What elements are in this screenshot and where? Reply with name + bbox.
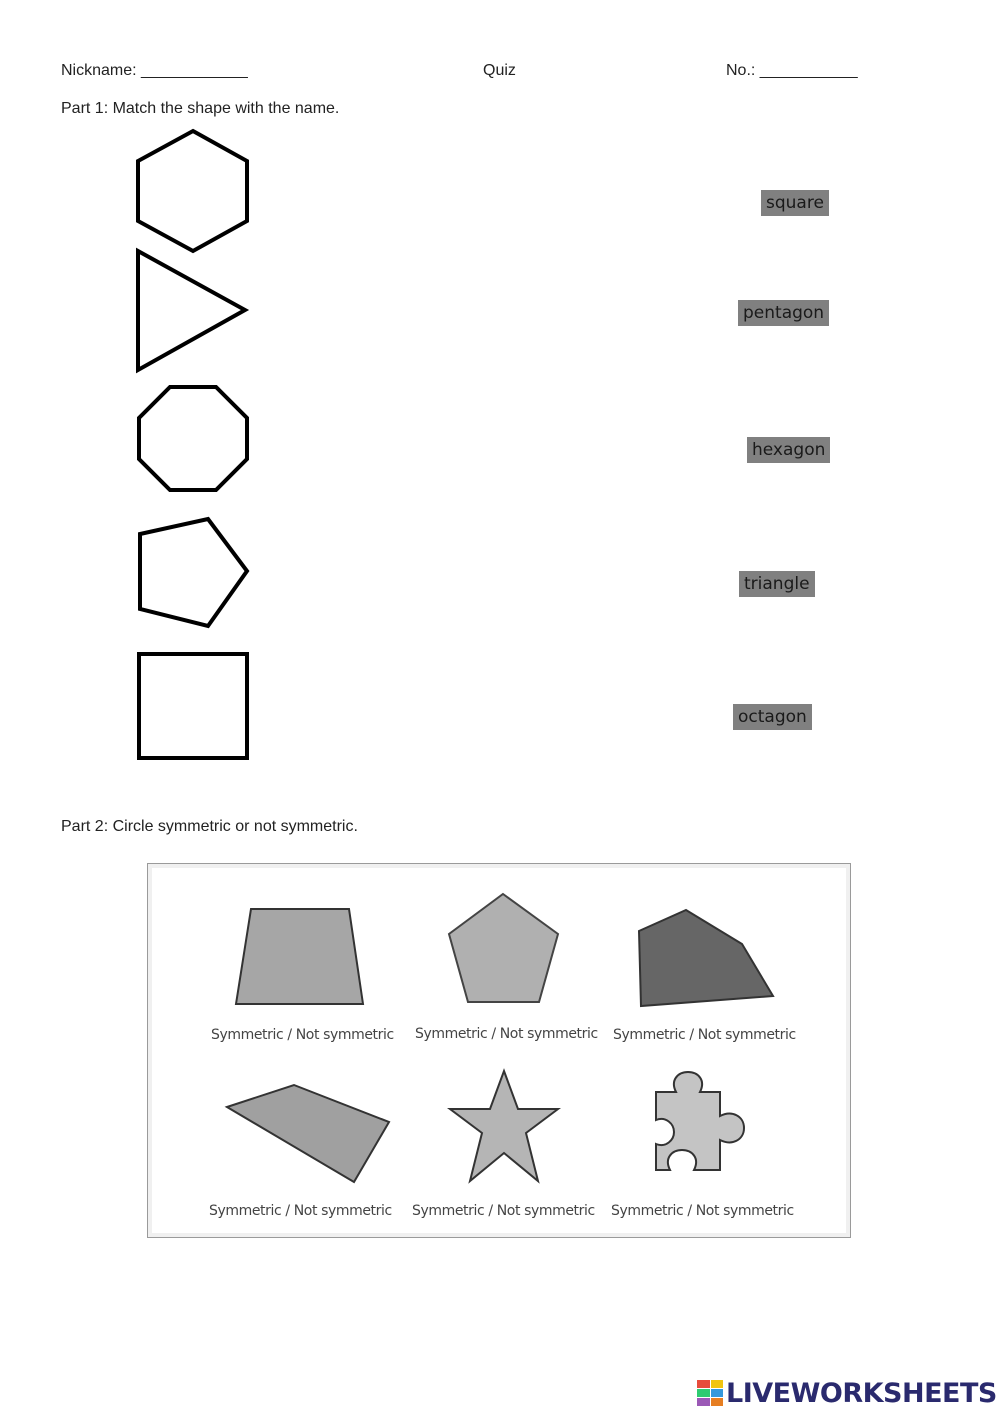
logo-mark-icon: [697, 1380, 723, 1406]
trapezoid-shape: [233, 904, 368, 1009]
caption-4[interactable]: Symmetric / Not symmetric: [209, 1203, 392, 1219]
puzzle-piece-shape: [648, 1070, 754, 1182]
part2-title: Part 2: Circle symmetric or not symmetric.: [61, 818, 358, 835]
number-field: No.: ___________: [726, 62, 858, 79]
hexagon-shape[interactable]: [120, 128, 270, 254]
caption-5[interactable]: Symmetric / Not symmetric: [412, 1203, 595, 1219]
logo-text: LIVEWORKSHEETS: [726, 1377, 997, 1409]
part1-title: Part 1: Match the shape with the name.: [61, 100, 340, 117]
octagon-shape[interactable]: [120, 383, 270, 495]
liveworksheets-logo: [697, 1376, 997, 1410]
pentagon-shape-2: [446, 890, 562, 1006]
nickname-field: Nickname: ____________: [61, 62, 248, 79]
caption-6[interactable]: Symmetric / Not symmetric: [611, 1203, 794, 1219]
irregular-polygon-shape: [634, 906, 776, 1008]
label-octagon[interactable]: octagon: [733, 704, 812, 730]
symmetry-panel: [147, 863, 851, 1238]
label-square[interactable]: square: [761, 190, 829, 216]
parallelogram-shape: [224, 1082, 392, 1186]
pentagon-shape[interactable]: [120, 514, 270, 630]
caption-1[interactable]: Symmetric / Not symmetric: [211, 1027, 394, 1043]
square-shape[interactable]: [120, 650, 270, 762]
label-triangle[interactable]: triangle: [739, 571, 815, 597]
star-shape: [446, 1067, 562, 1185]
caption-2[interactable]: Symmetric / Not symmetric: [415, 1026, 598, 1042]
label-pentagon[interactable]: pentagon: [738, 300, 829, 326]
quiz-title: Quiz: [483, 62, 516, 79]
caption-3[interactable]: Symmetric / Not symmetric: [613, 1027, 796, 1043]
label-hexagon[interactable]: hexagon: [747, 437, 830, 463]
triangle-shape[interactable]: [120, 247, 270, 375]
